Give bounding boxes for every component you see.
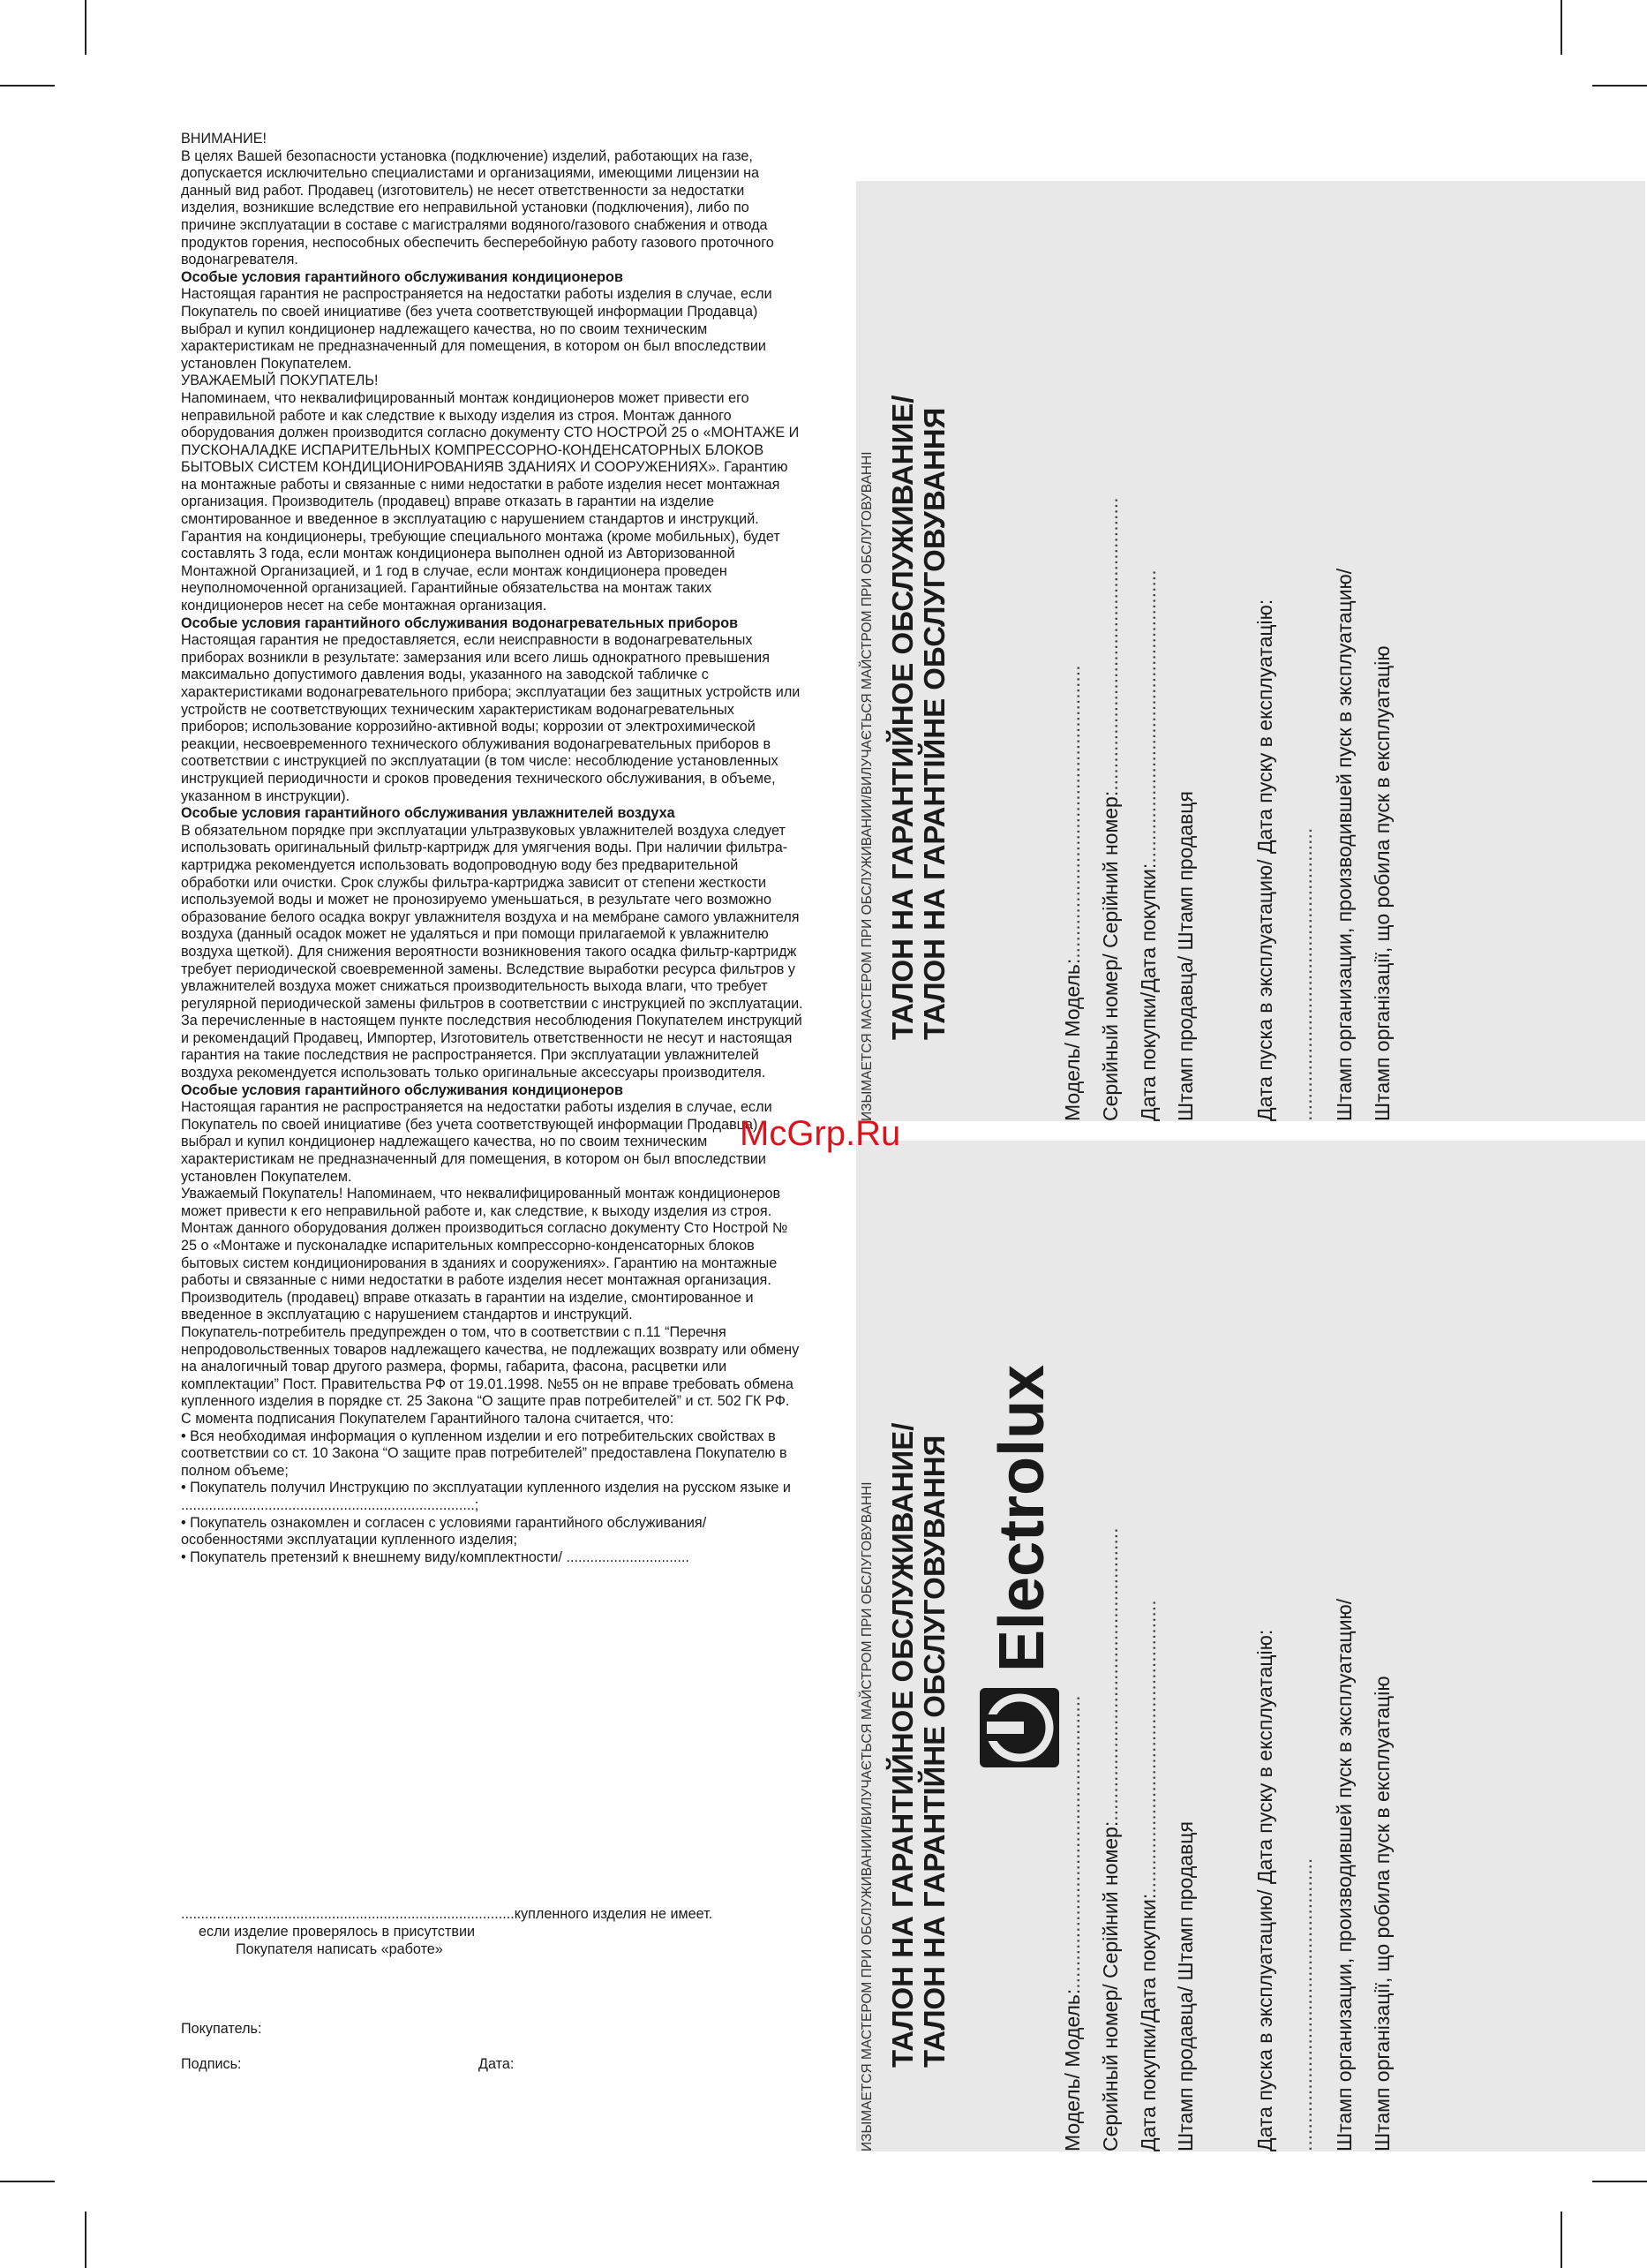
crop-mark bbox=[0, 2181, 55, 2182]
paragraph: • Вся необходимая информация о купленном изделии и его потребительских свойствах в соответствии со ст. 10 Закона “О защите прав потребителей” предоставлена Покупателю в полном объеме; bbox=[181, 1428, 787, 1479]
coupon-field-org-stamp-ua: Штамп організації, що робила пуск в експлуатацію bbox=[1371, 1676, 1394, 2151]
coupon-main bbox=[856, 1141, 1645, 2151]
paragraph: Настоящая гарантия не предоставляется, если неисправности в водонагревательных приборах возникли в результате: замерзания или всего лишь однократного превышения максимально допустимого давления воды, указанного на заводской табличке с характеристиками водонагревательного прибора; эксплуатации без защитных устройств или устройств не соответствующих техническим характеристикам водонагревательных приборов; использование коррозийно-активной воды; коррозии от электрохимической реакции, несвоевременного технического облуживания водонагревательных приборов в соответствии с инструкцией по эксплуатации (в том числе: несоблюдение установленных инструкцией периодичности и сроков проведения технического обслуживания, в объеме, указанном в инструкции). bbox=[181, 632, 801, 804]
coupon-field-start-date: Дата пуска в эксплуатацию/ Дата пуску в експлуатацію: bbox=[1253, 1629, 1276, 2151]
paragraph: Уважаемый Покупатель! Напоминаем, что неквалифицированный монтаж кондиционеров может привести к его неправильной работе и, как следствие, к выходу изделия из строя. Монтаж данного оборудования должен производиться согласно документу Сто Нострой № 25 о «Монтаже и пусконаладке испарительных компрессорно-конденсаторных блоков бытовых систем кондиционирования в зданиях и сооружениях». Гарантию на монтажные работы и связанные с ними недостатки в работе изделия несет монтажная организация. Производитель (продавец) вправе отказать в гарантии на изделие, смонтированное и введенное в эксплуатацию с нарушением стандартов и инструкций. bbox=[181, 1186, 788, 1323]
coupon-side-text: ИЗЫМАЕТСЯ МАСТЕРОМ ПРИ ОБСЛУЖИВАНИИ/ВИЛУЧАЄТЬСЯ МАЙСТРОМ ПРИ ОБСЛУГОВУВАННІ bbox=[860, 1481, 875, 2151]
paragraph: В обязательном порядке при эксплуатации ультразвуковых увлажнителей воздуха следует использовать оригинальный фильтр-картридж для умягчения воды. При наличии фильтра-картриджа рекомендуется использовать водопроводную воду без предварительной обработки или очистки. Срок службы фильтра-картриджа зависит от степени жесткости используемой воды и может не пронозируемо уменьшаться, в результате чего возможно образование белого осадка вокруг увлажнителя воздуха и на мембране самого увлажнителя воздуха (данный осадок может не удаляться и при помощи прилагаемой к увлажнителю воздуха щеткой). Для снижения вероятности возникновения такого осадка фильтр-картридж требует периодической своевременной замены. Вследствие выработки ресурса фильтров у увлажнителей воздуха может снижаться производительность выхода влаги, что требует регулярной периодической замены фильтров в соответствии с инструкцией по эксплуатации. За перечисленные в настоящем пункте последствия несоблюдения Покупателем инструкций и рекомендаций Продавец, Импортер, Изготовитель ответственности не несут и настоящая гарантия на такие последствия не распространяется. При эксплуатации увлажнителей воздуха рекомендуется использовать только оригинальные аксессуары производителя. bbox=[181, 822, 803, 1081]
coupon-field-seller-stamp: Штамп продавца/ Штамп продавця bbox=[1174, 791, 1197, 1121]
paragraph: Настоящая гарантия не распространяется на недостатки работы изделия в случае, если Покупатель по своей инициативе (без учета соответствующей информации Продавца) выбрал и купил кондиционер надлежащего качества, но по своим техническим характеристикам не предназначенный для помещения, в котором он был впоследствии установлен Покупателем. bbox=[181, 1099, 772, 1185]
claim-line: ....................................................................................купленного изделия не имеет. bbox=[181, 1906, 713, 1922]
coupon-field-seller-stamp: Штамп продавца/ Штамп продавця bbox=[1174, 1821, 1197, 2151]
paragraph: В целях Вашей безопасности установка (подключение) изделий, работающих на газе, допускается исключительно специалистами и организациями, имеющими лицензии на данный вид работ. Продавец (изготовитель) не несет ответственности за недостатки изделия, возникшие вследствие его неправильной установки (подключения), либо по причине эксплуатации в составе с магистралями водяного/газового снабжения и отвода продуктов горения, неспособных обеспечить бесперебойную работу газового проточного водонагревателя. bbox=[181, 147, 774, 268]
coupon-field-serial: Серийный номер/ Серійний номер:.................................................... bbox=[1099, 497, 1122, 1121]
paragraph: Настоящая гарантия не распространяется на недостатки работы изделия в случае, если Покупатель по своей инициативе (без учета соответствующей информации Продавца) выбрал и купил кондиционер надлежащего качества, но по своим техническим характеристикам не предназначенный для помещения, в котором он был впоследствии установлен Покупателем. bbox=[181, 286, 772, 372]
paragraph: • Покупатель претензий к внешнему виду/комплектности/ ............................... bbox=[181, 1548, 689, 1565]
coupon-field-serial: Серийный номер/ Серійний номер:.................................................... bbox=[1099, 1527, 1122, 2151]
coupon-field-start-date: Дата пуска в эксплуатацию/ Дата пуску в експлуатацію: bbox=[1253, 599, 1276, 1121]
crop-mark bbox=[1561, 2211, 1562, 2268]
warranty-conditions-text bbox=[181, 131, 803, 1566]
watermark: McGrp.Ru bbox=[740, 1114, 901, 1153]
crop-mark bbox=[1592, 2181, 1647, 2182]
paragraph: Гарантия на кондиционеры, требующие специального монтажа (кроме мобильных), будет составлять 3 года, если монтаж кондиционера выполнен одной из Авторизованной Монтажной Организацией, и 1 год в случае, если монтаж кондиционера проведен неуполномоченной организацией. Гарантийные обязательства на монтаж таких кондиционеров несет на себе монтажная организация. bbox=[181, 528, 780, 614]
paragraph: УВАЖАЕМЫЙ ПОКУПАТЕЛЬ! bbox=[181, 373, 379, 389]
coupon-field-org-stamp-ua: Штамп організації, що робила пуск в експлуатацію bbox=[1371, 645, 1394, 1121]
crop-mark bbox=[85, 0, 86, 55]
coupon-title-ru: ТАЛОН НА ГАРАНТИЙНОЕ ОБСЛУЖИВАНИЕ/ bbox=[886, 1422, 919, 2068]
paragraph: Напоминаем, что неквалифицированный монтаж кондиционеров может привести его неправильной работе и как следствие к выходу изделия из строя. Монтаж данного оборудования должен производится согласно документу СТО НОСТРОЙ 25 о «МОНТАЖЕ И ПУСКОНАЛАДКЕ ИСПАРИТЕЛЬНЫХ КОМПРЕССОРНО-КОНДЕНСАТОРНЫХ БЛОКОВ БЫТОВЫХ СИСТЕМ КОНДИЦИОНИРОВАНИЯВ ЗДАНИЯХ И СООРУЖЕНИЯХ». Гарантию на монтажные работы и связанные с ними недостатки в работе изделия несет монтажная организация. Производитель (продавец) вправе отказать в гарантии на изделие смонтированное и введенное в эксплуатацию с нарушением стандартов и инструкций. bbox=[181, 389, 800, 528]
buyer-label: Покупатель: bbox=[181, 2021, 262, 2037]
coupon-field-org-stamp-ru: Штамп организации, производившей пуск в эксплуатацию/ bbox=[1333, 568, 1356, 1121]
signature-area bbox=[181, 1905, 803, 2073]
coupon-stub bbox=[856, 181, 1645, 1121]
paragraph: • Покупатель ознакомлен и согласен с условиями гарантийного обслуживания/особенностями эксплуатации купленного изделия; bbox=[181, 1514, 707, 1548]
electrolux-logo bbox=[980, 1344, 1059, 1767]
section-heading: Особые условия гарантийного обслуживания кондиционеров bbox=[181, 1081, 623, 1098]
coupon-title-ru: ТАЛОН НА ГАРАНТИЙНОЕ ОБСЛУЖИВАНИЕ/ bbox=[886, 395, 919, 1040]
coupon-field-purchase-date: Дата покупки/Дата покупки:.................................................... bbox=[1137, 1600, 1160, 2151]
section-heading: Особые условия гарантийного обслуживания кондиционеров bbox=[181, 268, 623, 285]
coupon-field-model: Модель/ Модель:.................................................... bbox=[1061, 665, 1084, 1121]
coupon-title-ua: ТАЛОН НА ГАРАНТІЙНЕ ОБСЛУГОВУВАННЯ bbox=[918, 1435, 951, 2068]
coupon-field-purchase-date: Дата покупки/Дата покупки:.................................................... bbox=[1137, 569, 1160, 1121]
coupon-dotted-line: .................................................... bbox=[1293, 827, 1316, 1121]
coupon-title-ua: ТАЛОН НА ГАРАНТІЙНЕ ОБСЛУГОВУВАННЯ bbox=[918, 407, 951, 1040]
brand-wordmark: Electrolux bbox=[987, 1364, 1057, 1672]
electrolux-logo-icon bbox=[980, 1344, 1059, 1767]
crop-mark bbox=[1561, 0, 1562, 55]
coupon-field-model: Модель/ Модель:.................................................... bbox=[1061, 1695, 1084, 2151]
date-label: Дата: bbox=[478, 2056, 515, 2072]
note-line-1: если изделие проверялось в присутствии bbox=[199, 1924, 476, 1940]
section-heading: Особые условия гарантийного обслуживания увлажнителей воздуха bbox=[181, 805, 675, 822]
paragraph: Покупатель-потребитель предупрежден о том, что в соответствии с п.11 “Перечня непродовольственных товаров надлежащего качества, не подлежащих возврату или обмену на аналогичный товар другого размера, формы, габарита, фасона, расцветки или комплектации” Пост. Правительства РФ от 19.01.1998. №55 он не вправе требовать обмена купленного изделия в порядке ст. 25 Закона “О защите прав потребителей” и ст. 502 ГК РФ. bbox=[181, 1323, 800, 1410]
coupon-side-text: ИЗЫМАЕТСЯ МАСТЕРОМ ПРИ ОБСЛУЖИВАНИИ/ВИЛУЧАЄТЬСЯ МАЙСТРОМ ПРИ ОБСЛУГОВУВАННІ bbox=[860, 451, 875, 1121]
crop-mark bbox=[1592, 85, 1647, 87]
paragraph: • Покупатель получил Инструкцию по эксплуатации купленного изделия на русском языке и ..........................................................................; bbox=[181, 1480, 791, 1513]
section-heading: Особые условия гарантийного обслуживания водонагревательных приборов bbox=[181, 614, 739, 631]
signature-label: Подпись: bbox=[181, 2056, 242, 2072]
coupon-field-org-stamp-ru: Штамп организации, производившей пуск в эксплуатацию/ bbox=[1333, 1598, 1356, 2151]
paragraph: С момента подписания Покупателем Гарантийного талона считается, что: bbox=[181, 1410, 674, 1427]
crop-mark bbox=[85, 2211, 86, 2268]
coupon-dotted-line: .................................................... bbox=[1293, 1857, 1316, 2151]
note-line-2: Покупателя написать «работе» bbox=[236, 1941, 443, 1957]
crop-mark bbox=[0, 85, 55, 87]
paragraph: ВНИМАНИЕ! bbox=[181, 131, 267, 147]
